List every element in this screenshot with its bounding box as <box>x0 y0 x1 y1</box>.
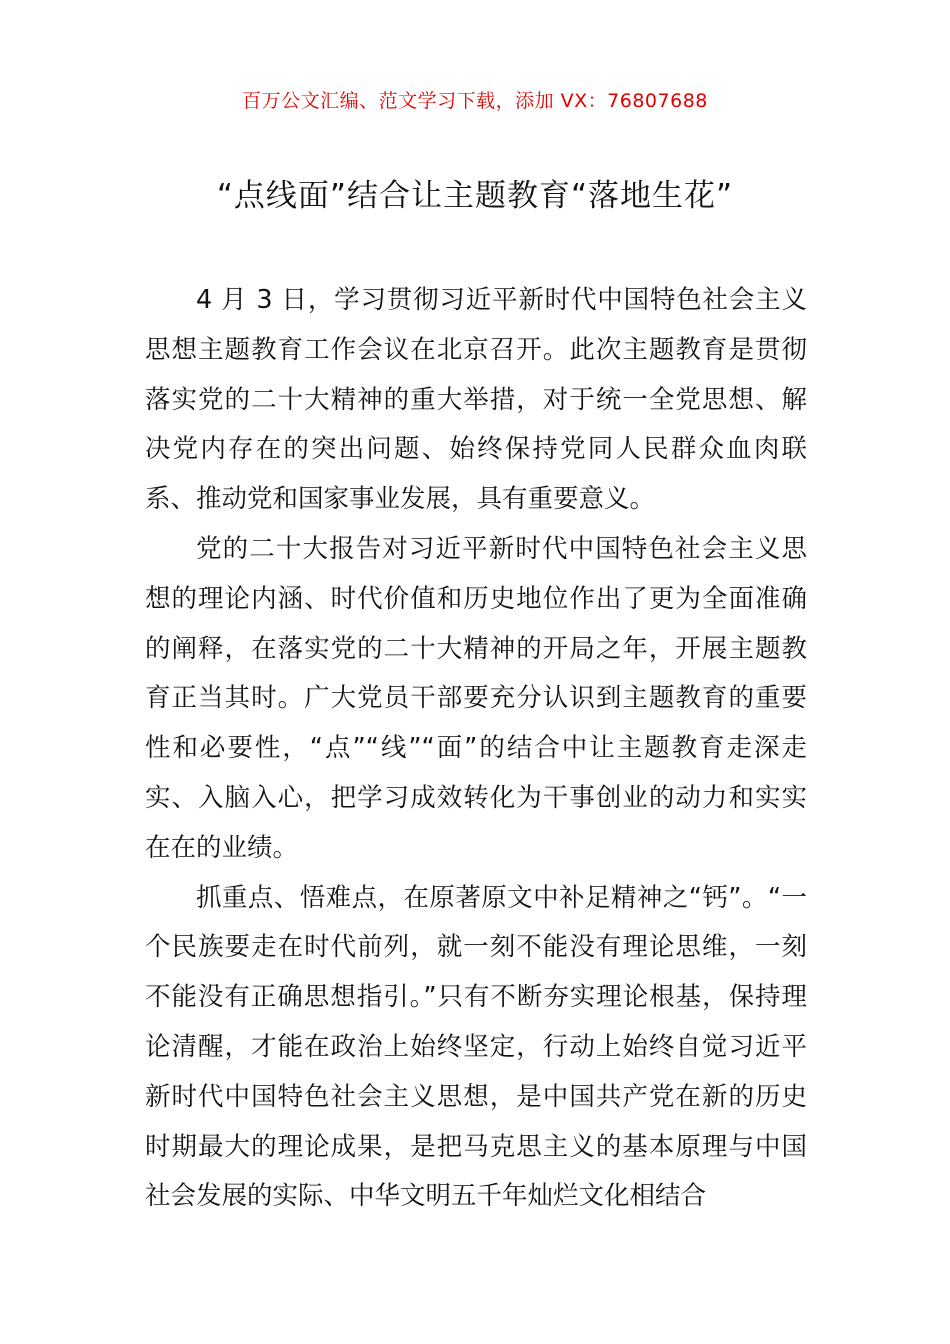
document-body <box>145 276 807 1222</box>
header-note: 百万公文汇编、范文学习下载，添加 VX：76807688 <box>242 90 708 112</box>
page-title: “点线面”结合让主题教育“落地生花” <box>216 178 734 214</box>
paragraph-1: 4 月 3 日，学习贯彻习近平新时代中国特色社会主义思想主题教育工作会议在北京召开。此次主题教育是贯彻落实党的二十大精神的重大举措，对于统一全党思想、解决党内存在的突出问题、始终保持党同人民群众血肉联系、推动党和国家事业发展，具有重要意义。 <box>145 285 807 515</box>
paragraph-2: 党的二十大报告对习近平新时代中国特色社会主义思想的理论内涵、时代价值和历史地位作出了更为全面准确的阐释，在落实党的二十大精神的开局之年，开展主题教育正当其时。广大党员干部要充分认识到主题教育的重要性和必要性，“点”“线”“面”的结合中让主题教育走深走实、入脑入心，把学习成效转化为干事创业的动力和实实在在的业绩。 <box>145 533 807 863</box>
paragraph-3: 抓重点、悟难点，在原著原文中补足精神之“钙”。“一个民族要走在时代前列，就一刻不能没有理论思维，一刻不能没有正确思想指引。”只有不断夯实理论根基，保持理论清醒，才能在政治上始终坚定，行动上始终自觉习近平新时代中国特色社会主义思想，是中国共产党在新的历史时期最大的理论成果，是把马克思主义的基本原理与中国社会发展的实际、中华文明五千年灿烂文化相结合 <box>145 882 807 1212</box>
